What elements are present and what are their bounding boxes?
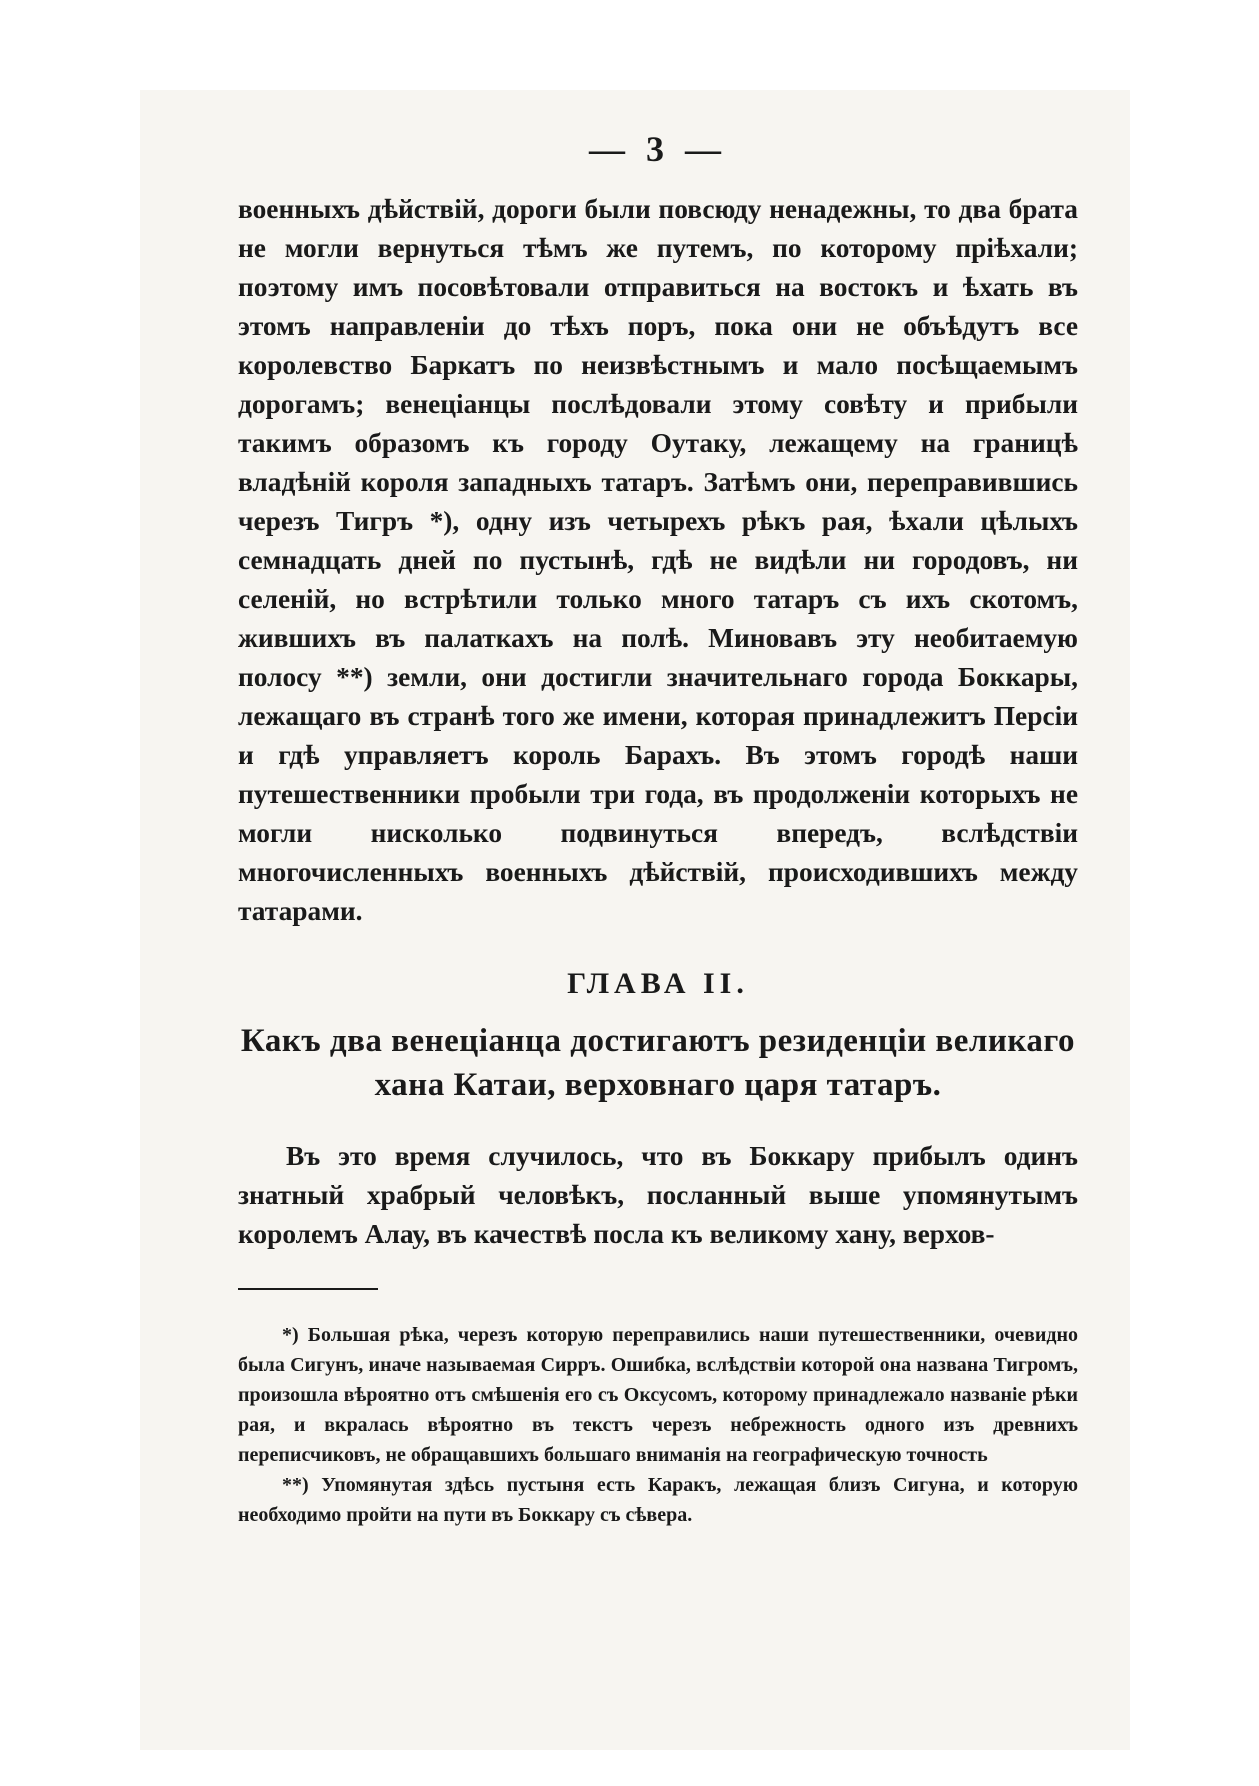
chapter-title: Какъ два венеціанца достигаютъ резиденціи великаго хана Катаи, верховнаго царя татаръ. [240, 1023, 1076, 1103]
body-paragraph-2: Въ это время случилось, что въ Боккару прибылъ одинъ знатный храбрый человѣкъ, посланный выше упомянутымъ королемъ Алау, въ качествѣ посла къ великому хану, верхов- [238, 1141, 1078, 1249]
body-paragraph-1: военныхъ дѣйствій, дороги были повсюду ненадежны, то два брата не могли вернуться тѣмъ же путемъ, по которому пріѣхали; поэтому имъ посовѣтовали отправиться на востокъ и ѣхать въ этомъ направленіи до тѣхъ поръ, пока они не объѣдутъ все королевство Баркатъ по неизвѣстнымъ и мало посѣщаемымъ дорогамъ; венеціанцы послѣдовали этому совѣту и прибыли такимъ образомъ къ городу Оутаку, лежащему на границѣ владѣній короля западныхъ татаръ. Затѣмъ они, переправившись черезъ Тигръ *), одну изъ четырехъ рѣкъ рая, ѣхали цѣлыхъ семнадцать дней по пустынѣ, гдѣ не видѣли ни городовъ, ни селеній, но встрѣтили только много татаръ съ ихъ скотомъ, жившихъ въ палаткахъ на полѣ. Миновавъ эту необитаемую полосу **) земли, они достигли значительнаго города Боккары, лежащаго въ странѣ того же имени, которая принадлежитъ Персіи и гдѣ управляетъ король Барахъ. Въ этомъ городѣ наши путешественники пробыли три года, въ продолженіи которыхъ не могли нисколько подвинуться впередъ, вслѣдствіи многочисленныхъ военныхъ дѣйствій, происходившихъ между татарами. [238, 194, 1078, 926]
page-number: — 3 — [589, 129, 727, 169]
chapter-heading: ГЛАВА II. [567, 967, 749, 1000]
page-content [238, 190, 1078, 1530]
footnote-1: *) Большая рѣка, черезъ которую переправились наши путешественники, очевидно была Сигунъ, иначе называемая Сирръ. Ошибка, вслѣдствіи которой она названа Тигромъ, произошла вѣроятно отъ смѣшенія его съ Оксусомъ, которому принадлежало названіе рѣки рая, и вкралась вѣроятно въ текстъ черезъ небрежность одного изъ древнихъ переписчиковъ, не обращавшихъ большаго вниманія на географическую точность [238, 1324, 1078, 1466]
footnote-2: **) Упомянутая здѣсь пустыня есть Каракъ, лежащая близъ Сигуна, и которую необходимо пройти на пути въ Боккару съ сѣвера. [238, 1474, 1078, 1526]
footnote-divider [238, 1288, 378, 1290]
